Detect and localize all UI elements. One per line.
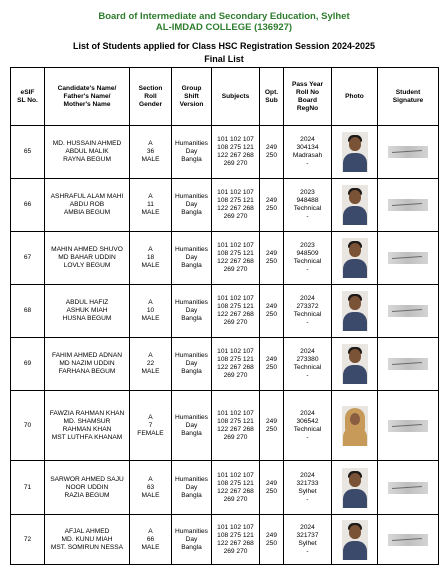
signature-cell: [378, 515, 439, 565]
table-row: [11, 515, 439, 565]
names-cell: ABDUL HAFIZ ASHUK MIAH HUSNA BEGUM: [45, 285, 130, 338]
board-name: Board of Intermediate and Secondary Education, Sylhet: [98, 11, 350, 22]
sl-cell: 68: [11, 285, 45, 338]
photo-cell: [332, 232, 378, 285]
pass-cell: 2024 306542 Technical -: [284, 391, 332, 461]
opt-cell: 249 250: [260, 232, 284, 285]
pass-cell: 2023 948488 Technical -: [284, 179, 332, 232]
photo-cell: [332, 126, 378, 179]
opt-cell: 249 250: [260, 126, 284, 179]
list-title: List of Students applied for Class HSC Registration Session 2024-2025: [72, 41, 376, 51]
group-cell: Humanities Day Bangla: [172, 338, 212, 391]
col-header-subjects: Subjects: [212, 68, 260, 126]
student-photo: [342, 132, 368, 172]
opt-cell: 249 250: [260, 338, 284, 391]
college-name: AL-IMDAD COLLEGE (136927): [155, 22, 293, 33]
pass-cell: 2024 273372 Technical -: [284, 285, 332, 338]
table-row: [11, 179, 439, 232]
sl-cell: 72: [11, 515, 45, 565]
names-cell: FAWZIA RAHMAN KHAN MD. SHAMSUR RAHMAN KHAN MST LUTHFA KHANAM: [45, 391, 130, 461]
sl-cell: 66: [11, 179, 45, 232]
names-cell: MAHIN AHMED SHUVO MD BAHAR UDDIN LOVLY BEGUM: [45, 232, 130, 285]
student-signature: [388, 146, 428, 158]
table-row: [11, 285, 439, 338]
opt-cell: 249 250: [260, 285, 284, 338]
col-header-photo: Photo: [332, 68, 378, 126]
final-list-label: Final List: [204, 54, 244, 64]
sl-cell: 65: [11, 126, 45, 179]
student-signature: [388, 482, 428, 494]
student-photo: [342, 468, 368, 508]
col-header-pass: Pass Year Roll No Board RegNo: [284, 68, 332, 126]
signature-cell: [378, 461, 439, 515]
student-photo: [342, 406, 368, 446]
section-cell: A 66 MALE: [130, 515, 172, 565]
group-cell: Humanities Day Bangla: [172, 179, 212, 232]
subjects-cell: 101 102 107 108 275 121 122 267 268 269 270: [212, 285, 260, 338]
col-header-group: Group Shift Version: [172, 68, 212, 126]
col-header-names: Candidate's Name/ Father's Name/ Mother's Name: [45, 68, 130, 126]
names-cell: ASHRAFUL ALAM MAHI ABDU ROB AMBIA BEGUM: [45, 179, 130, 232]
student-signature: [388, 305, 428, 317]
student-photo: [342, 344, 368, 384]
col-header-opt: Opt. Sub: [260, 68, 284, 126]
group-cell: Humanities Day Bangla: [172, 391, 212, 461]
opt-cell: 249 250: [260, 461, 284, 515]
signature-cell: [378, 338, 439, 391]
names-cell: AFJAL AHMED MD. KUNU MIAH MST. SOMIRUN NESSA: [45, 515, 130, 565]
student-photo: [342, 185, 368, 225]
opt-cell: 249 250: [260, 391, 284, 461]
subjects-cell: 101 102 107 108 275 121 122 267 268 269 270: [212, 391, 260, 461]
section-cell: A 11 MALE: [130, 179, 172, 232]
signature-cell: [378, 285, 439, 338]
sl-cell: 69: [11, 338, 45, 391]
table-row: [11, 126, 439, 179]
group-cell: Humanities Day Bangla: [172, 285, 212, 338]
student-photo: [342, 238, 368, 278]
opt-cell: 249 250: [260, 515, 284, 565]
signature-cell: [378, 126, 439, 179]
photo-cell: [332, 338, 378, 391]
student-photo: [342, 291, 368, 331]
section-cell: A 18 MALE: [130, 232, 172, 285]
section-cell: A 36 MALE: [130, 126, 172, 179]
subjects-cell: 101 102 107 108 275 121 122 267 268 269 270: [212, 515, 260, 565]
students-table: [10, 67, 439, 565]
pass-cell: 2024 321737 Sylhet -: [284, 515, 332, 565]
table-row: [11, 338, 439, 391]
photo-cell: [332, 515, 378, 565]
signature-cell: [378, 232, 439, 285]
section-cell: A 63 MALE: [130, 461, 172, 515]
col-header-section: Section Roll Gender: [130, 68, 172, 126]
opt-cell: 249 250: [260, 179, 284, 232]
photo-cell: [332, 391, 378, 461]
names-cell: SARWOR AHMED SAJU NOOR UDDIN RAZIA BEGUM: [45, 461, 130, 515]
section-cell: A 22 MALE: [130, 338, 172, 391]
student-photo: [342, 520, 368, 560]
section-cell: A 7 FEMALE: [130, 391, 172, 461]
sl-cell: 71: [11, 461, 45, 515]
table-row: [11, 461, 439, 515]
table-row: [11, 232, 439, 285]
student-signature: [388, 199, 428, 211]
group-cell: Humanities Day Bangla: [172, 515, 212, 565]
table-header-row: [11, 68, 439, 126]
sl-cell: 70: [11, 391, 45, 461]
student-signature: [388, 420, 428, 432]
pass-cell: 2023 948509 Technical -: [284, 232, 332, 285]
col-header-signature: Student Signature: [378, 68, 439, 126]
signature-cell: [378, 179, 439, 232]
student-signature: [388, 534, 428, 546]
names-cell: FAHIM AHMED ADNAN MD NAZIM UDDIN FARHANA BEGUM: [45, 338, 130, 391]
subjects-cell: 101 102 107 108 275 121 122 267 268 269 270: [212, 461, 260, 515]
names-cell: MD. HUSSAIN AHMED ABDUL MALIK RAYNA BEGUM: [45, 126, 130, 179]
group-cell: Humanities Day Bangla: [172, 232, 212, 285]
subjects-cell: 101 102 107 108 275 121 122 267 268 269 270: [212, 126, 260, 179]
photo-cell: [332, 285, 378, 338]
subjects-cell: 101 102 107 108 275 121 122 267 268 269 270: [212, 338, 260, 391]
signature-cell: [378, 391, 439, 461]
subjects-cell: 101 102 107 108 275 121 122 267 268 269 270: [212, 232, 260, 285]
subjects-cell: 101 102 107 108 275 121 122 267 268 269 270: [212, 179, 260, 232]
photo-cell: [332, 179, 378, 232]
col-header-sl: eSIF SL No.: [11, 68, 45, 126]
sl-cell: 67: [11, 232, 45, 285]
pass-cell: 2024 273380 Technical -: [284, 338, 332, 391]
group-cell: Humanities Day Bangla: [172, 461, 212, 515]
pass-cell: 2024 321733 Sylhet -: [284, 461, 332, 515]
student-signature: [388, 358, 428, 370]
student-signature: [388, 252, 428, 264]
group-cell: Humanities Day Bangla: [172, 126, 212, 179]
photo-cell: [332, 461, 378, 515]
table-row: [11, 391, 439, 461]
pass-cell: 2024 304134 Madrasah -: [284, 126, 332, 179]
section-cell: A 10 MALE: [130, 285, 172, 338]
